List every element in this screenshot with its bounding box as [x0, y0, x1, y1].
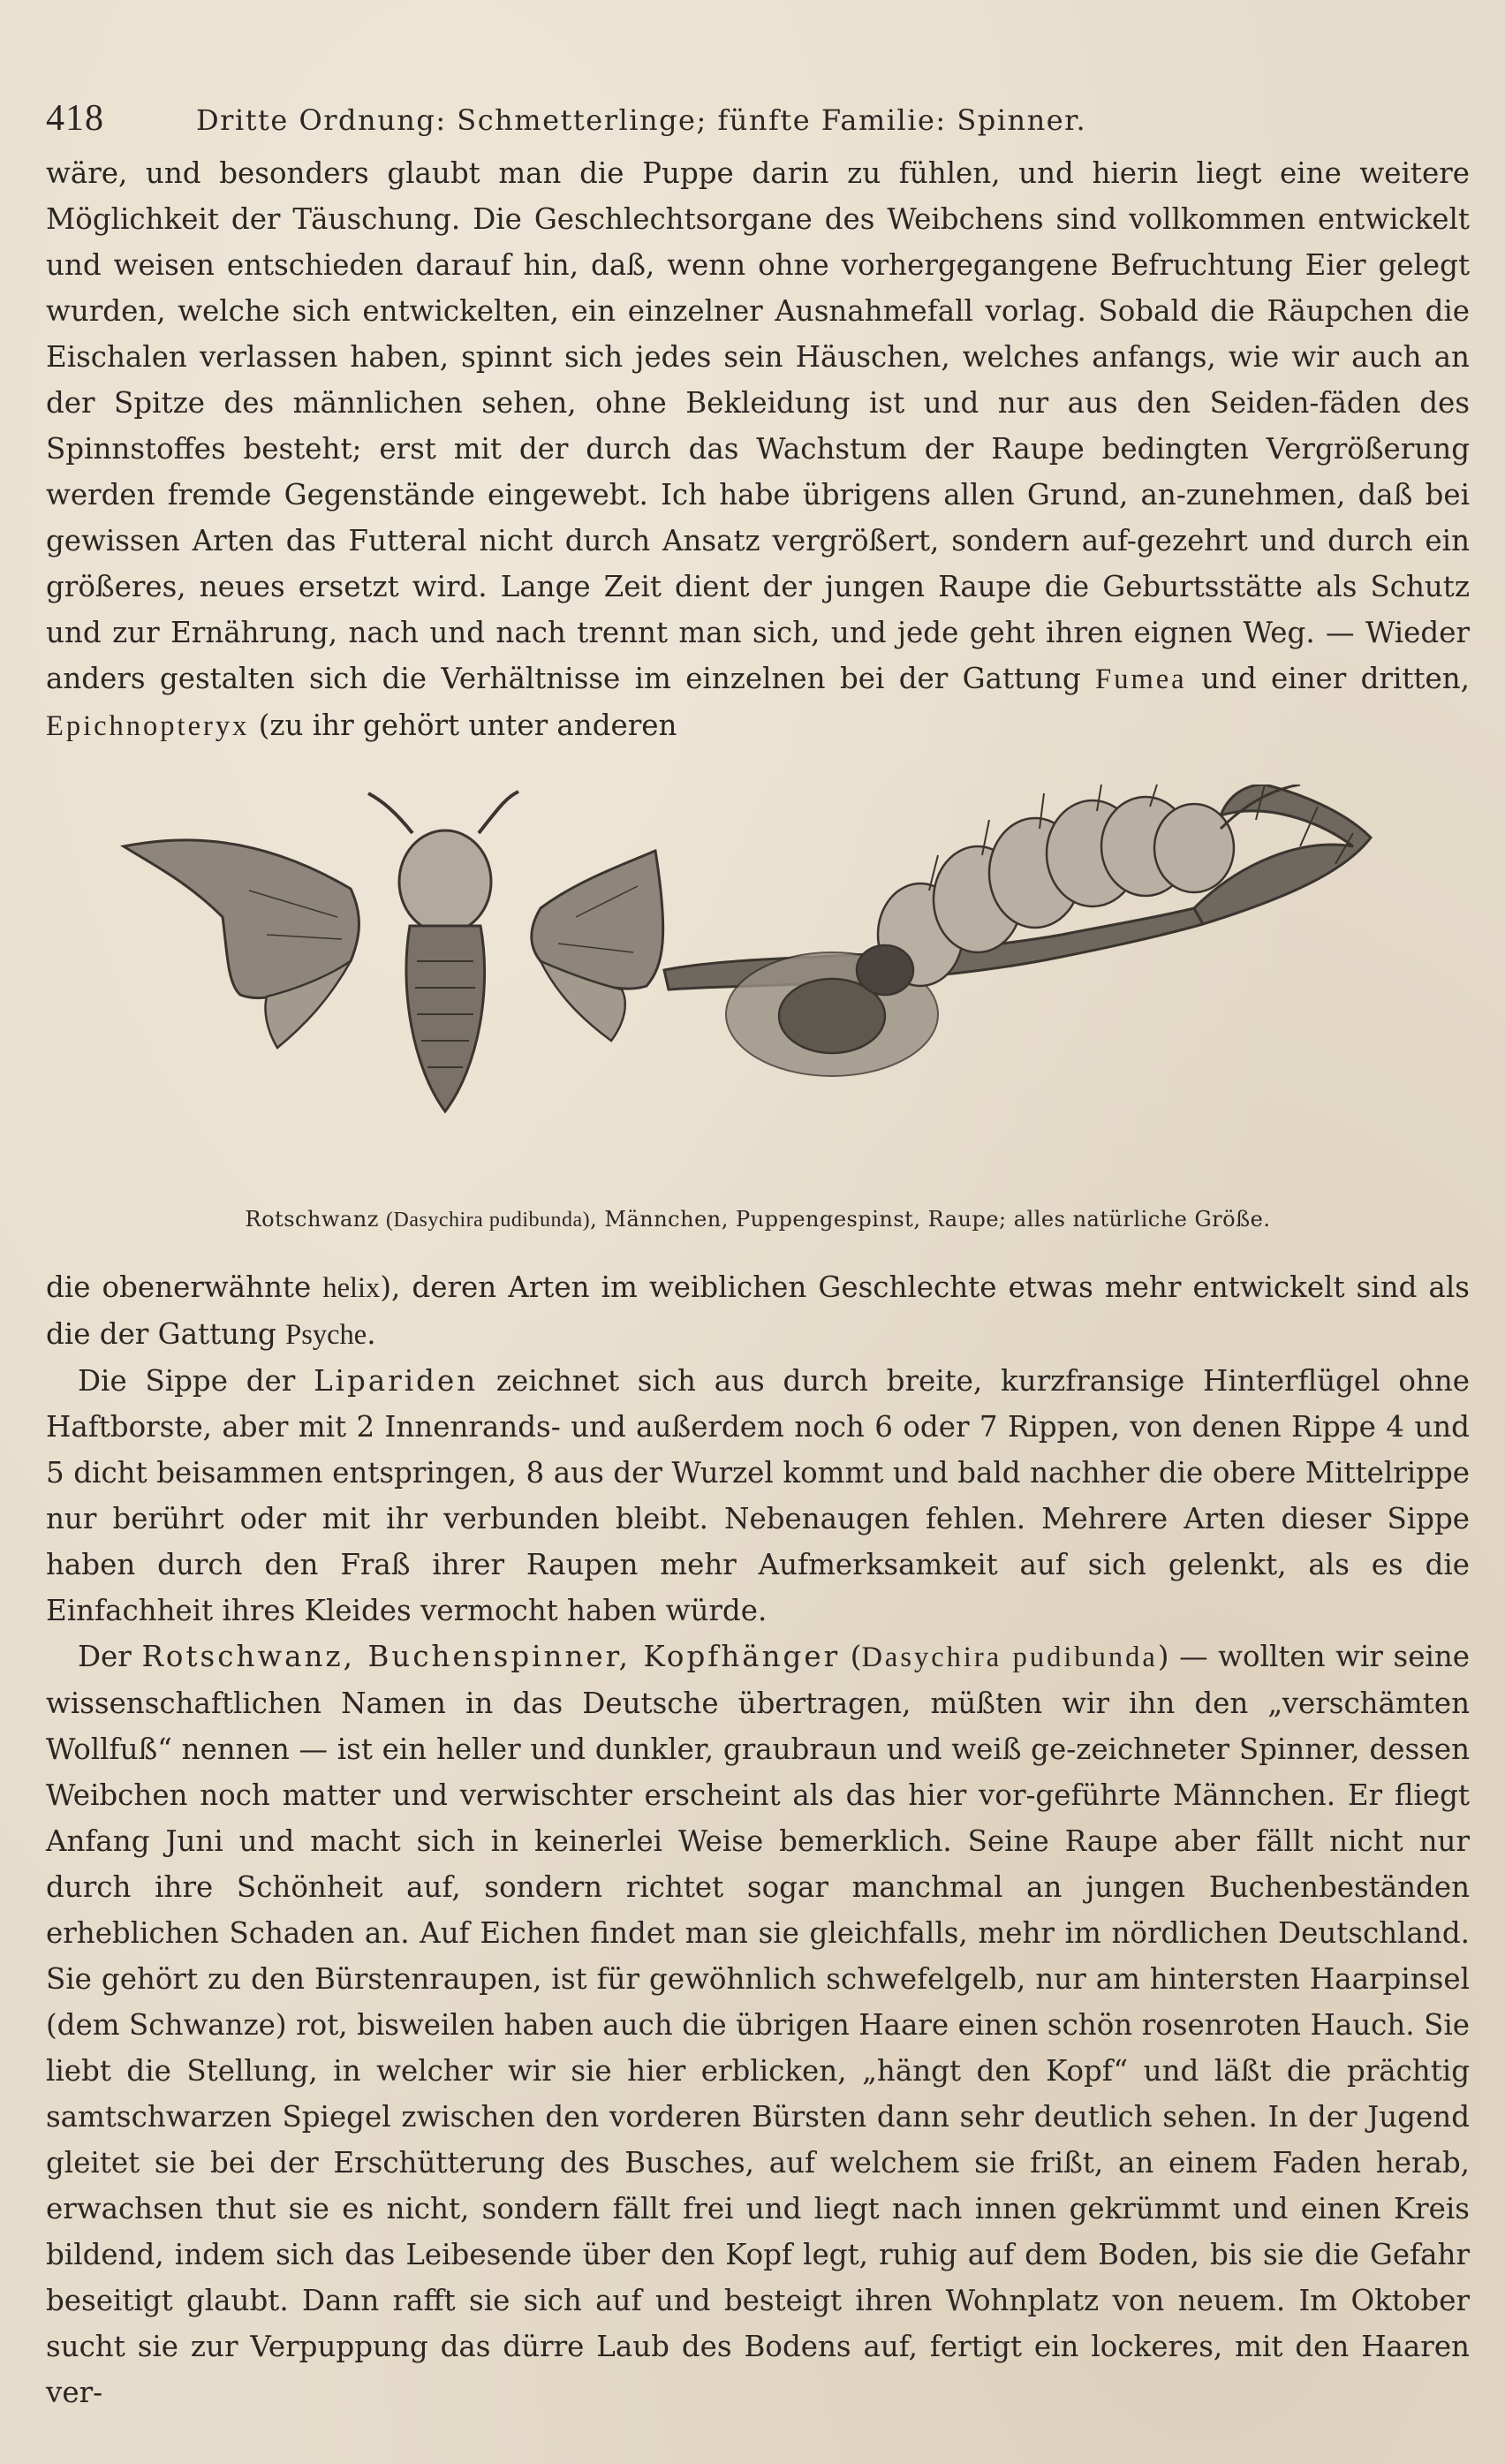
paragraph-1-text: wäre, und besonders glaubt man die Puppe darin zu fühlen, und hierin liegt eine weitere Möglichkeit der Täuschung. Die Geschlechtsorgane des Weibchens sind vollkommen entwickelt und weisen entschieden darauf hin, daß, wenn ohne vorhergegangene Befruchtung Eier gelegt wurden, welche sich entwickelten, ein einzelner Ausnahmefall vorlag. Sobald die Räupchen die Eischalen verlassen haben, spinnt sich jedes sein Häuschen, welches anfangs, wie wir auch an der Spitze des männlichen sehen, ohne Bekleidung ist und nur aus den Seiden-fäden des Spinnstoffes besteht; erst mit der durch das Wachstum der Raupe bedingten Vergrößerung werden fremde Gegenstände eingewebt. Ich habe übrigens allen Grund, an-zunehmen, daß bei gewissen Arten das Futteral nicht durch Ansatz vergrößert, sondern auf-gezehrt und durch ein größeres, neues ersetzt wird. Lange Zeit dient der jungen Raupe die Geburtsstätte als Schutz und zur Ernährung, nach und nach trennt man sich, und jede geht ihren eignen Weg. — Wieder anders gestalten sich die Verhältnisse im einzelnen bei der Gattung — [46, 156, 1470, 695]
paragraph-1-end: (zu ihr gehört unter anderen — [258, 709, 677, 742]
caption-latin: (Dasychira pudibunda) — [386, 1209, 591, 1232]
genus-fumea: Fumea — [1095, 663, 1187, 695]
genus-psyche: Psyche — [285, 1319, 367, 1351]
page-number: 418 — [46, 98, 104, 139]
paragraph-2-mid: ), deren Arten im weiblichen Geschlechte etwas mehr entwickelt sind als die der Gattung — [46, 1270, 1470, 1351]
latin-open-paren: ( — [850, 1640, 862, 1673]
paragraph-4-start: Der — [78, 1640, 132, 1673]
paragraph-4 — [46, 1634, 1470, 2415]
genus-epichnopteryx: Epichnopteryx — [46, 710, 250, 742]
figure-caption — [46, 1207, 1470, 1232]
running-head — [46, 97, 1470, 150]
twig-cocoon-caterpillar-illustration — [664, 785, 1371, 1076]
paragraph-4-text: ) — wollten wir seine wissenschaftlichen Namen in das Deutsche übertragen, müßten wir ihn den „verschämten Wollfuß“ nennen — ist ein heller und dunkler, graubraun und weiß ge-zeichneter Spinner, dessen Weibchen noch matter und verwischter erscheint als das hier vor-geführte Männchen. Er fliegt Anfang Juni und macht sich in keinerlei Weise bemerklich. Seine Raupe aber fällt nicht nur durch ihre Schönheit auf, sondern richtet sogar manchmal an jungen Buchenbeständen erheblichen Schaden an. Auf Eichen findet man sie gleichfalls, mehr im nördlichen Deutschland. Sie gehört zu den Bürstenraupen, ist für gewöhnlich schwefelgelb, nur am hintersten Haarpinsel (dem Schwanze) rot, bisweilen haben auch die übrigen Haare einen schön rosenroten Hauch. Sie liebt die Stellung, in welcher wir sie hier erblicken, „hängt den Kopf“ und läßt die prächtig samtschwarzen Spiegel zwischen den vorderen Bürsten dann sehr deutlich sehen. In der Jugend gleitet sie bei der Erschütterung des Busches, auf welchem sie frißt, an einem Faden herab, erwachsen thut sie es nicht, sondern fällt frei und liegt nach innen gekrümmt und einen Kreis bildend, indem sich das Leibesende über den Kopf legt, ruhig auf dem Boden, bis sie die Gefahr beseitigt glaubt. Dann rafft sie sich auf und besteigt ihren Wohnplatz von neuem. Im Oktober sucht sie zur Verpuppung das dürre Laub des Bodens auf, fertigt ein lockeres, mit den Haaren ver- — [46, 1640, 1471, 2409]
moth-male-illustration — [124, 792, 663, 1111]
paragraph-3 — [46, 1358, 1470, 1634]
tribe-lipariden: Lipariden — [314, 1364, 479, 1398]
paragraph-3-start: Die Sippe der — [78, 1364, 296, 1398]
illustration-dasychira-pudibunda — [46, 785, 1470, 1200]
paragraph-1-mid: und einer dritten, — [1200, 662, 1470, 695]
engraving — [46, 785, 1470, 1200]
paragraph-1 — [46, 150, 1470, 749]
species-helix: helix — [322, 1272, 381, 1304]
book-page — [46, 97, 1470, 2415]
caption-rest: , Männchen, Puppengespinst, Raupe; alles natürliche Größe. — [590, 1207, 1271, 1232]
paragraph-2-end: . — [367, 1317, 376, 1351]
paragraph-2 — [46, 1264, 1470, 1358]
running-head-title: Dritte Ordnung: Schmetterlinge; fünfte Familie: Spinner. — [196, 103, 1087, 137]
caption-name: Rotschwanz — [245, 1207, 379, 1232]
common-names: Rotschwanz, Buchenspinner, Kopfhänger — [141, 1640, 841, 1673]
species-dasychira-pudibunda: Dasychira pudibunda — [861, 1641, 1158, 1673]
paragraph-3-text: zeichnet sich aus durch breite, kurzfransige Hinterflügel ohne Haftborste, aber mit 2 Innenrands- und außerdem noch 6 oder 7 Rippen, von denen Rippe 4 und 5 dicht beisammen entspringen, 8 aus der Wurzel kommt und bald nachher die obere Mittelrippe nur berührt oder mit ihr verbunden bleibt. Nebenaugen fehlen. Mehrere Arten dieser Sippe haben durch den Fraß ihrer Raupen mehr Aufmerksamkeit auf sich gelenkt, als es die Einfachheit ihres Kleides vermocht haben würde. — [46, 1364, 1470, 1627]
paragraph-2-start: die obenerwähnte — [46, 1270, 312, 1304]
